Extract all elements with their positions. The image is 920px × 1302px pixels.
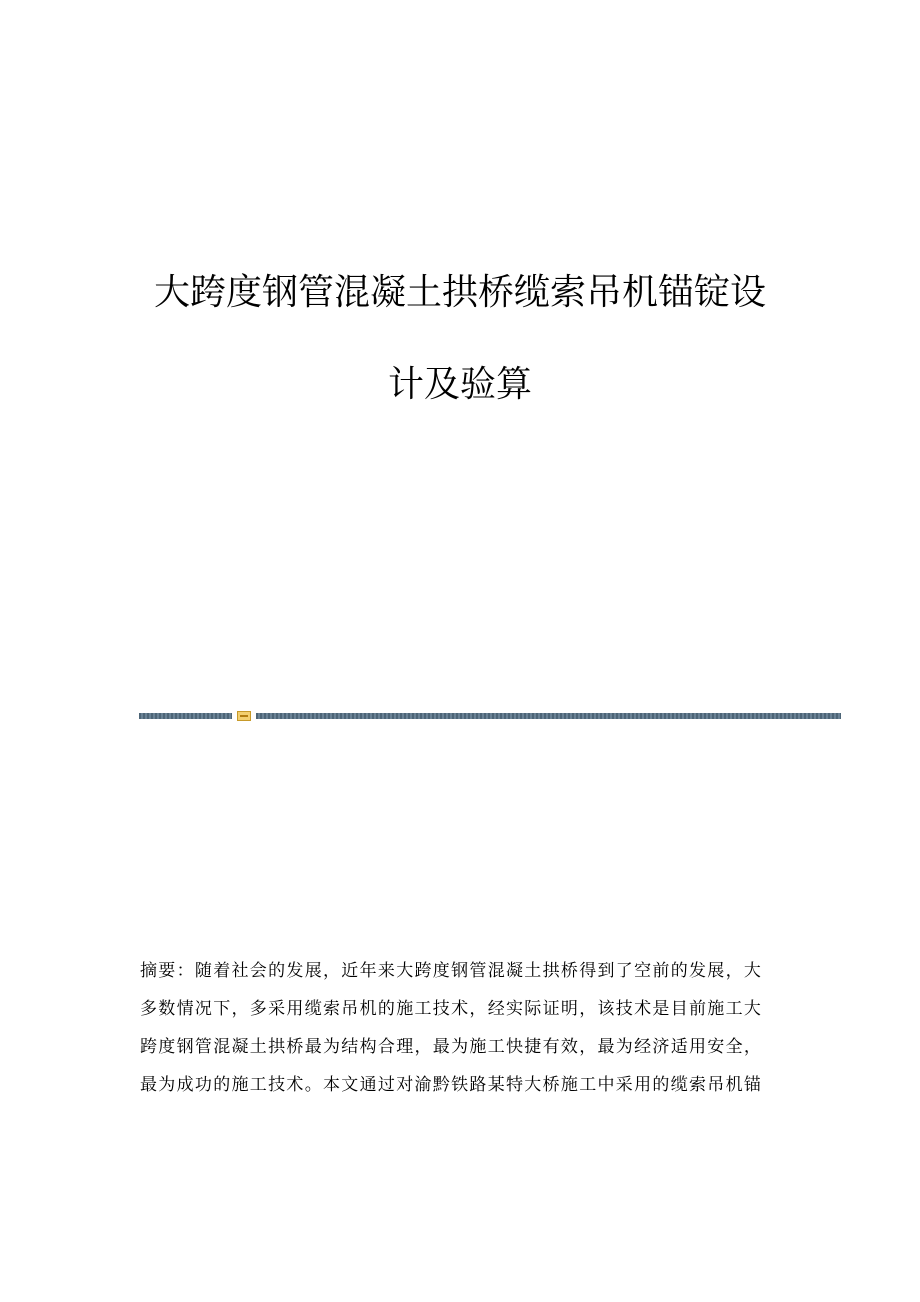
- section-divider: [139, 711, 841, 721]
- abstract-line: 跨度钢管混凝土拱桥最为结构合理，最为施工快捷有效，最为经济适用安全，: [140, 1037, 763, 1057]
- divider-bar-right: [256, 713, 841, 719]
- document-title-line-2: 计及验算: [387, 364, 532, 405]
- divider-bar-left: [139, 713, 232, 719]
- abstract-line: 多数情况下，多采用缆索吊机的施工技术，经实际证明，该技术是目前施工大: [140, 999, 763, 1019]
- abstract-line: 摘要：随着社会的发展，近年来大跨度钢管混凝土拱桥得到了空前的发展，大: [140, 961, 763, 981]
- divider-ornament-icon: [237, 711, 251, 721]
- abstract-paragraph: [140, 952, 772, 1104]
- abstract-line: 最为成功的施工技术。本文通过对渝黔铁路某特大桥施工中采用的缆索吊机锚: [140, 1075, 763, 1095]
- document-title-line-1: 大跨度钢管混凝土拱桥缆索吊机锚锭设: [153, 272, 766, 313]
